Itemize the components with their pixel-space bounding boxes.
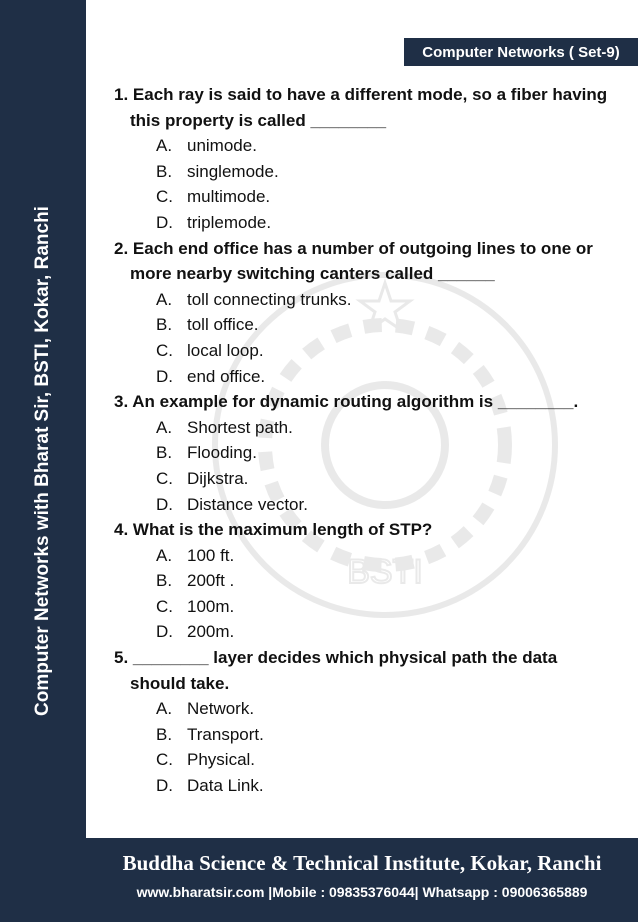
option-letter: B.: [156, 161, 173, 181]
question-text: 4. What is the maximum length of STP?: [114, 520, 433, 540]
option-item: [114, 619, 614, 645]
option-item: [114, 722, 614, 748]
option-item: [114, 773, 614, 799]
option-text: multimode.: [187, 187, 271, 207]
option-list: [114, 696, 614, 798]
option-item: [114, 159, 614, 185]
option-text: 200m.: [187, 622, 235, 642]
option-text: Shortest path.: [187, 417, 293, 437]
option-letter: C.: [156, 750, 173, 770]
question-1: [114, 82, 614, 236]
option-item: [114, 594, 614, 620]
option-text: unimode.: [187, 136, 257, 156]
option-item: [114, 364, 614, 390]
option-text: Network.: [187, 699, 255, 719]
option-list: [114, 415, 614, 517]
option-text: singlemode.: [187, 161, 279, 181]
question-4: [114, 517, 614, 645]
option-text: 200ft .: [187, 571, 235, 591]
option-item: [114, 287, 614, 313]
option-text: Distance vector.: [187, 494, 308, 514]
question-text: 2. Each end office has a number of outgoing lines to one or more nearby switching canters called ______: [114, 238, 593, 284]
question-list: [114, 82, 614, 799]
option-letter: A.: [156, 417, 173, 437]
question-3: [114, 389, 614, 517]
option-text: local loop.: [187, 340, 264, 360]
option-text: toll office.: [187, 315, 259, 335]
option-item: [114, 543, 614, 569]
option-text: Physical.: [187, 750, 256, 770]
option-letter: B.: [156, 724, 173, 744]
option-item: [114, 415, 614, 441]
option-letter: A.: [156, 699, 173, 719]
contact-line: www.bharatsir.com |Mobile : 09835376044| Whatsapp : 09006365889: [136, 884, 588, 900]
question-2: [114, 236, 614, 390]
option-item: [114, 312, 614, 338]
option-item: [114, 440, 614, 466]
question-text: 5. ________ layer decides which physical path the data should take.: [114, 648, 558, 693]
option-text: Dijkstra.: [187, 468, 249, 488]
option-text: Flooding.: [187, 443, 257, 463]
option-item: [114, 338, 614, 364]
option-item: [114, 492, 614, 518]
option-text: toll connecting trunks.: [187, 289, 352, 309]
option-text: end office.: [187, 366, 266, 386]
option-item: [114, 466, 614, 492]
watermark-label: BSTI: [347, 553, 423, 591]
option-list: [114, 287, 614, 389]
option-letter: B.: [156, 443, 173, 463]
option-letter: D.: [156, 622, 173, 642]
option-text: Data Link.: [187, 776, 264, 796]
option-list: [114, 543, 614, 645]
option-text: 100m.: [187, 596, 235, 616]
option-item: [114, 568, 614, 594]
option-letter: A.: [156, 545, 173, 565]
question-text: 3. An example for dynamic routing algorithm is ________.: [114, 392, 579, 412]
option-letter: A.: [156, 289, 173, 309]
option-item: [114, 210, 614, 236]
option-letter: C.: [156, 340, 173, 360]
option-letter: B.: [156, 571, 173, 591]
option-letter: A.: [156, 136, 173, 156]
option-text: 100 ft.: [187, 545, 235, 565]
option-letter: D.: [156, 366, 173, 386]
option-letter: C.: [156, 187, 173, 207]
option-text: Transport.: [187, 724, 264, 744]
option-item: [114, 184, 614, 210]
option-text: triplemode.: [187, 212, 272, 232]
option-letter: C.: [156, 468, 173, 488]
footer-band: [86, 838, 638, 922]
option-item: [114, 696, 614, 722]
option-list: [114, 133, 614, 235]
option-letter: C.: [156, 596, 173, 616]
question-text: 1. Each ray is said to have a different mode, so a fiber having this property is called ________: [114, 85, 608, 130]
option-letter: B.: [156, 315, 173, 335]
institute-name: Buddha Science & Technical Institute, Kokar, Ranchi: [122, 851, 602, 875]
option-letter: D.: [156, 212, 173, 232]
set-title-badge: Computer Networks ( Set-9): [404, 38, 638, 66]
option-letter: D.: [156, 776, 173, 796]
option-item: [114, 747, 614, 773]
left-sidebar-band: [0, 0, 86, 922]
question-5: [114, 645, 614, 799]
option-letter: D.: [156, 494, 173, 514]
sidebar-caption: Computer Networks with Bharat Sir, BSTI, Kokar, Ranchi: [32, 206, 53, 716]
option-item: [114, 133, 614, 159]
